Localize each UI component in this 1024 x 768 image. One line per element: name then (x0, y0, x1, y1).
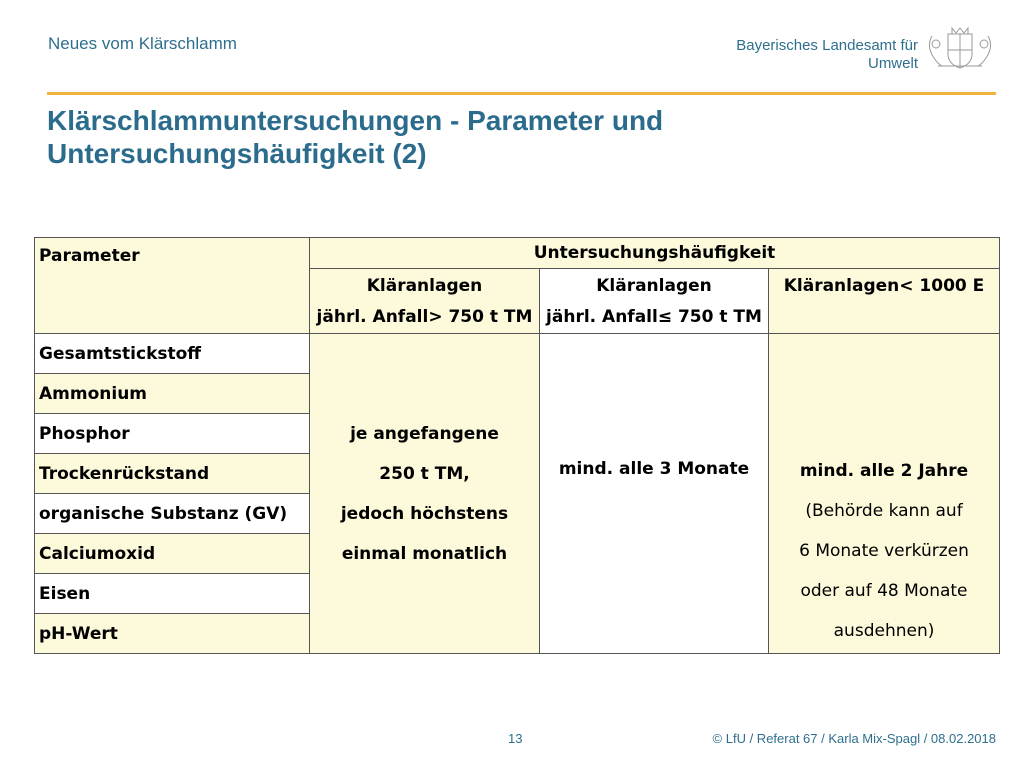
parameters-table (34, 237, 1000, 654)
parameter-cell: Phosphor (35, 414, 310, 454)
slide-title (47, 104, 947, 170)
frequency-large-line: jedoch höchstens (340, 503, 509, 524)
parameter-cell: Ammonium (35, 374, 310, 414)
presentation-title: Neues vom Klärschlamm (48, 34, 237, 53)
page-number: 13 (508, 731, 523, 746)
parameter-cell: Eisen (35, 574, 310, 614)
organization-name (736, 37, 918, 73)
header-frequency: Untersuchungshäufigkeit (310, 238, 1000, 269)
subheader-small-plants (540, 269, 769, 334)
parameter-cell: Trockenrückstand (35, 454, 310, 494)
subheader-large-plants-line2: jährl. Anfall> 750 t TM (316, 307, 533, 327)
slide-title-line1: Klärschlammuntersuchungen - Parameter und (47, 105, 664, 136)
frequency-under-1000e-note: 6 Monate verkürzen (799, 541, 969, 561)
bavarian-coat-of-arms-icon (924, 26, 996, 72)
frequency-under-1000e-main: mind. alle 2 Jahre (799, 461, 969, 481)
frequency-under-1000e (769, 334, 1000, 654)
frequency-under-1000e-note: ausdehnen) (833, 621, 935, 641)
frequency-under-1000e-note: (Behörde kann auf (805, 501, 963, 521)
table-row (35, 334, 1000, 374)
organization-name-line2: Umwelt (867, 55, 918, 72)
subheader-under-1000e: Kläranlagen< 1000 E (769, 269, 1000, 334)
subheader-small-plants-line2: jährl. Anfall≤ 750 t TM (546, 307, 762, 327)
parameter-cell: Gesamtstickstoff (35, 334, 310, 374)
frequency-under-1000e-note: oder auf 48 Monate (800, 581, 968, 601)
organization-name-line1: Bayerisches Landesamt für (736, 37, 918, 54)
frequency-large-plants (310, 334, 540, 654)
frequency-large-line: einmal monatlich (341, 543, 508, 564)
slide-title-line2: Untersuchungshäufigkeit (2) (47, 138, 427, 169)
frequency-large-line: je angefangene (350, 423, 499, 444)
header-parameter: Parameter (35, 238, 310, 334)
parameter-cell: pH-Wert (35, 614, 310, 654)
header-divider (47, 92, 996, 95)
parameter-cell: Calciumoxid (35, 534, 310, 574)
subheader-large-plants-line1: Kläranlagen (366, 276, 483, 296)
footer-credit: © LfU / Referat 67 / Karla Mix-Spagl / 08.02.2018 (712, 731, 996, 746)
table-header-row (35, 238, 1000, 269)
parameter-cell: organische Substanz (GV) (35, 494, 310, 534)
frequency-large-line: 250 t TM, (379, 463, 470, 484)
subheader-small-plants-line1: Kläranlagen (596, 276, 712, 296)
frequency-small-plants: mind. alle 3 Monate (540, 334, 769, 654)
subheader-large-plants (310, 269, 540, 334)
